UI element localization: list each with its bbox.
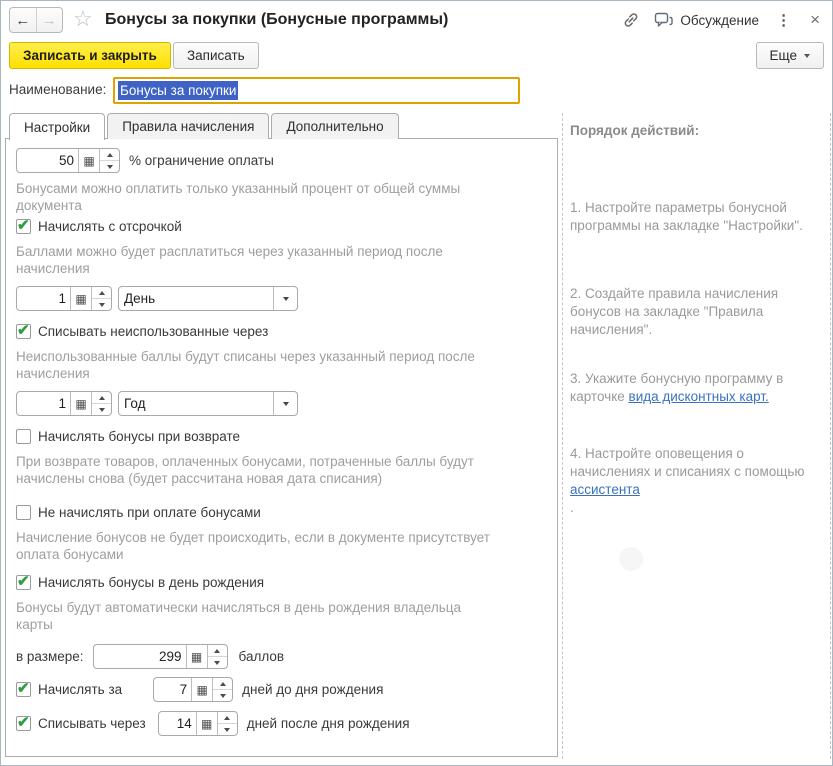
accrue-before-value: 7 [179,682,188,697]
birthday-amount-row [16,644,284,669]
writeoff-unused-period-row [16,391,298,416]
accrue-deferred-spinner[interactable] [91,287,111,310]
writeoff-after-spinner[interactable] [217,712,237,735]
accrue-before-spinner[interactable] [212,678,232,701]
kebab-menu-icon: ⋮ [776,12,792,29]
accrue-before-row [16,677,383,702]
tab-settings[interactable]: Настройки [9,113,105,140]
writeoff-after-label: Списывать через [38,716,146,731]
payment-limit-hint: Бонусами можно оплатить только указанный процент от общей суммы документа [16,181,461,213]
birthday-amount-value: 299 [159,649,182,664]
favorite-star-icon[interactable]: ☆ [73,6,93,31]
tab-bar [9,113,401,139]
name-label: Наименование: [9,82,107,97]
title-bar [1,1,832,39]
calculator-icon[interactable]: ▦ [186,645,207,668]
name-row [1,73,832,109]
accrue-deferred-period-row [16,286,298,311]
action-step-2: 2. Создайте правила начисления бонусов на закладке "Правила начисления". [570,286,779,337]
writeoff-unused-spinner[interactable] [91,392,111,415]
faint-circle-decoration [619,547,643,571]
birthday-amount-input[interactable] [93,644,228,669]
calculator-icon[interactable]: ▦ [70,287,91,310]
assistant-link[interactable]: ассистента [570,482,640,497]
name-input-selected-text: Бонусы за покупки [120,83,237,98]
window-menu-button[interactable] [773,11,794,29]
close-icon: × [810,10,820,29]
writeoff-after-checkbox[interactable] [16,716,31,731]
accrue-deferred-value: 1 [58,291,66,306]
writeoff-unused-hint: Неиспользованные баллы будут списаны через указанный период после начисления [16,349,475,381]
accrue-on-return-label: Начислять бонусы при возврате [38,429,241,444]
writeoff-unused-unit-value: Год [124,396,146,411]
writeoff-after-suffix: дней после дня рождения [246,716,410,731]
tab-accrual-rules[interactable]: Правила начисления [107,113,269,139]
accrue-before-label: Начислять за [38,682,123,697]
writeoff-after-row [16,711,410,736]
action-step-3-text: 3. Укажите бонусную программу в карточке [570,371,784,404]
no-accrual-checkbox[interactable] [16,505,31,520]
accrue-on-return-row [16,429,240,444]
accrue-on-return-hint: При возврате товаров, оплаченных бонусами, потраченные баллы будут начислены снова (будет рассчитана новая дата списания) [16,454,474,486]
link-icon [622,11,640,29]
no-accrual-hint: Начисление бонусов не будет происходить, если в документе присутствует оплата бонусами [16,530,490,562]
discussion-label: Обсуждение [680,12,760,28]
accrue-deferred-checkbox[interactable] [16,219,31,234]
chevron-down-icon[interactable] [273,392,297,415]
chevron-down-icon [804,54,810,58]
more-button[interactable] [756,42,824,69]
forward-icon: → [41,11,57,29]
writeoff-unused-value: 1 [58,396,66,411]
writeoff-after-input[interactable] [158,711,238,736]
link-button[interactable] [622,11,640,29]
accrue-deferred-value-input[interactable] [16,286,112,311]
action-step-1: 1. Настройте параметры бонусной программы на закладке "Настройки". [570,200,803,233]
accrue-deferred-unit-value: День [124,291,156,306]
writeoff-unused-checkbox[interactable] [16,324,31,339]
birthday-bonus-hint: Бонусы будут автоматически начисляться в день рождения владельца карты [16,600,461,632]
birthday-amount-spinner[interactable] [207,645,227,668]
calculator-icon[interactable]: ▦ [191,678,212,701]
discussion-icon [654,12,673,29]
accrue-before-input[interactable] [153,677,233,702]
save-button[interactable]: Записать [173,42,259,69]
birthday-bonus-checkbox[interactable] [16,575,31,590]
writeoff-after-value: 14 [176,716,192,731]
no-accrual-row [16,505,261,520]
back-icon: ← [15,11,31,29]
calculator-icon[interactable]: ▦ [70,392,91,415]
close-button[interactable] [808,10,822,30]
settings-panel [5,138,558,757]
birthday-bonus-row [16,575,264,590]
action-step-4-text: 4. Настройте оповещения о начислениях и списаниях с помощью [570,446,805,479]
accrue-before-checkbox[interactable] [16,682,31,697]
action-order-title: Порядок действий: [570,123,700,138]
payment-limit-input[interactable] [16,148,120,173]
calculator-icon[interactable]: ▦ [78,149,99,172]
birthday-amount-label: в размере: [16,649,84,664]
chevron-down-icon[interactable] [273,287,297,310]
action-step-4-suffix: . [570,500,574,515]
accrue-deferred-label: Начислять с отсрочкой [38,219,182,234]
action-step-3 [570,370,826,406]
payment-limit-row [16,148,274,173]
writeoff-unused-value-input[interactable] [16,391,112,416]
payment-limit-spinner[interactable] [99,149,119,172]
command-bar [1,39,832,73]
nav-history-group [9,7,63,33]
accrue-on-return-checkbox[interactable] [16,429,31,444]
birthday-bonus-label: Начислять бонусы в день рождения [38,575,265,590]
forward-button[interactable] [36,8,63,32]
page-title: Бонусы за покупки (Бонусные программы) [105,11,449,28]
writeoff-unused-label: Списывать неиспользованные через [38,324,269,339]
action-step-4 [570,445,826,517]
accrue-deferred-hint: Баллами можно будет расплатиться через указанный период после начисления [16,244,443,276]
discount-card-kind-link[interactable]: вида дисконтных карт. [628,389,769,404]
discussion-button[interactable] [654,12,759,29]
payment-limit-label: % ограничение оплаты [129,153,274,168]
no-accrual-label: Не начислять при оплате бонусами [38,505,261,520]
accrue-deferred-unit-select[interactable] [118,286,298,311]
name-input[interactable] [113,77,520,104]
more-label: Еще [769,48,797,63]
calculator-icon[interactable]: ▦ [196,712,217,735]
payment-limit-value: 50 [58,153,74,168]
tab-additional[interactable]: Дополнительно [271,113,398,139]
accrue-deferred-row [16,219,182,234]
action-order-panel [562,113,831,759]
back-button[interactable] [10,8,36,32]
accrue-before-suffix: дней до дня рождения [242,682,384,697]
save-and-close-button[interactable]: Записать и закрыть [9,42,171,69]
writeoff-unused-row [16,324,268,339]
writeoff-unused-unit-select[interactable] [118,391,298,416]
birthday-amount-unit: баллов [238,649,285,664]
